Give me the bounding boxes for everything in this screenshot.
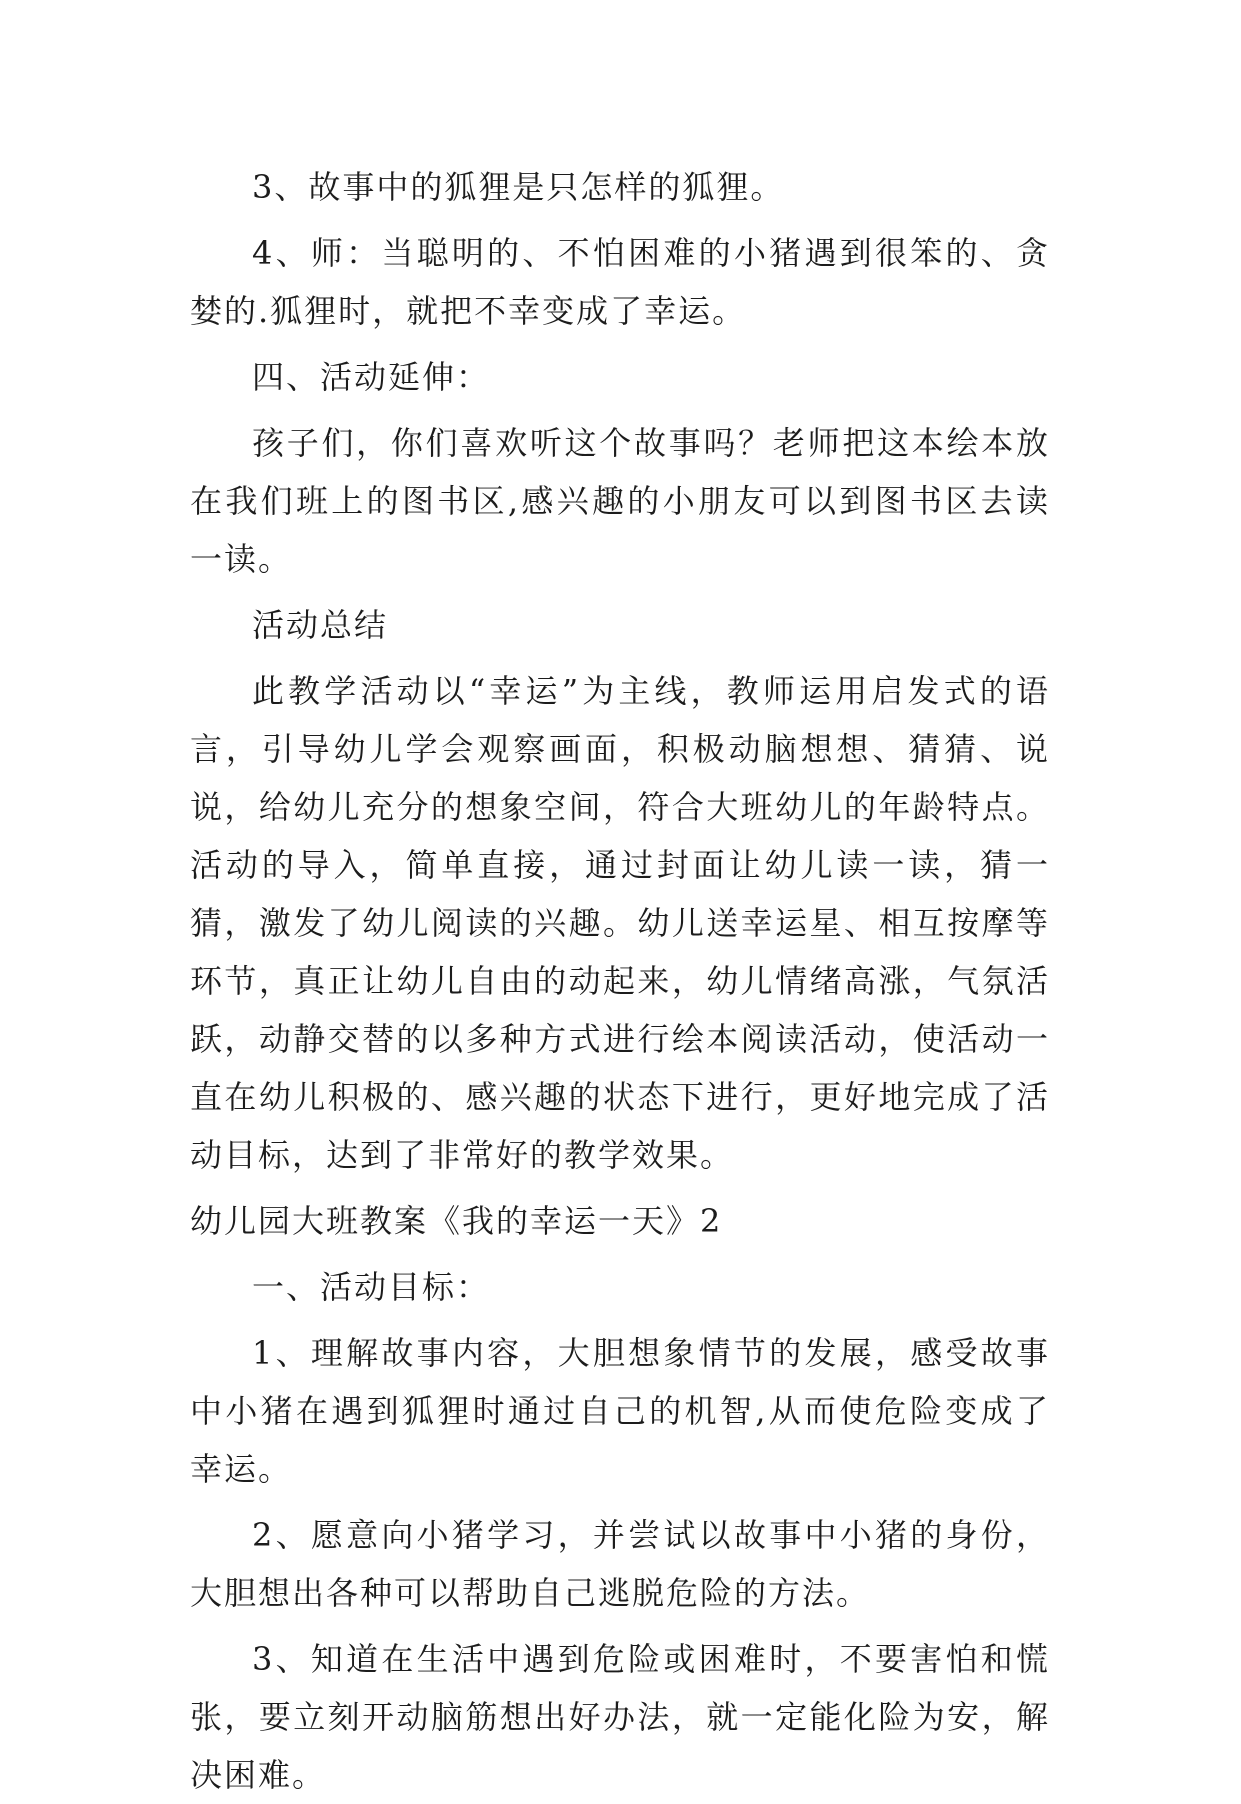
paragraph-goal-1: 1、理解故事内容，大胆想象情节的发展，感受故事中小猪在遇到狐狸时通过自己的机智,从而使危险变成了幸运。	[190, 1334, 1050, 1488]
paragraph-goal-3: 3、知道在生活中遇到危险或困难时，不要害怕和慌张，要立刻开动脑筋想出好办法，就一定能化险为安，解决困难。	[190, 1640, 1050, 1794]
paragraph-activity-summary: 此教学活动以“幸运”为主线，教师运用启发式的语言，引导幼儿学会观察画面，积极动脑想想、猜猜、说说，给幼儿充分的想象空间，符合大班幼儿的年龄特点。活动的导入，简单直接，通过封面让幼儿读一读，猜一猜，激发了幼儿阅读的兴趣。幼儿送幸运星、相互按摩等环节，真正让幼儿自由的动起来，幼儿情绪高涨，气氛活跃，动静交替的以多种方式进行绘本阅读活动，使活动一直在幼儿积极的、感兴趣的状态下进行，更好地完成了活动目标，达到了非常好的教学效果。	[190, 672, 1050, 1174]
paragraph-activity-extension: 孩子们，你们喜欢听这个故事吗？老师把这本绘本放在我们班上的图书区,感兴趣的小朋友可以到图书区去读一读。	[190, 424, 1050, 578]
paragraph-question-3: 3、故事中的狐狸是只怎样的狐狸。	[252, 168, 785, 206]
heading-activity-goals: 一、活动目标：	[252, 1268, 491, 1306]
document-body	[190, 158, 1050, 1804]
lesson-plan-title: 幼儿园大班教案《我的幸运一天》2	[190, 1202, 723, 1240]
paragraph-goal-2: 2、愿意向小猪学习，并尝试以故事中小猪的身份，大胆想出各种可以帮助自己逃脱危险的方法。	[190, 1516, 1050, 1612]
paragraph-teacher-summary: 4、师：当聪明的、不怕困难的小猪遇到很笨的、贪婪的.狐狸时，就把不幸变成了幸运。	[190, 234, 1050, 330]
heading-activity-extension: 四、活动延伸：	[252, 358, 491, 396]
heading-activity-summary: 活动总结	[252, 606, 389, 644]
